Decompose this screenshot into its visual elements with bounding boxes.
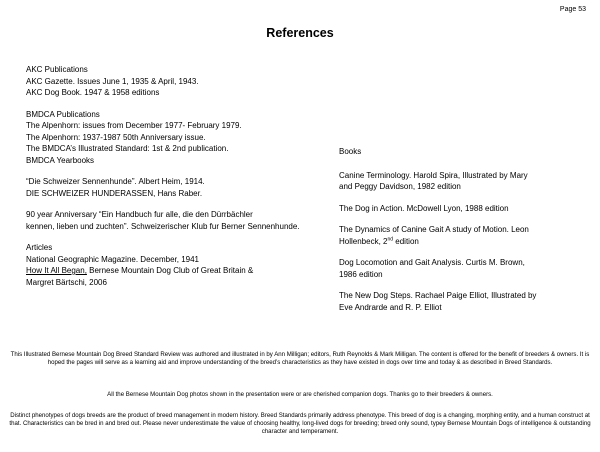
reference-line: kennen, lieben und zuchten”. Schweizerischer Klub fur Berner Sennenhunde. <box>26 221 300 231</box>
reference-line: The Alpenhorn: 1937-1987 50th Anniversary issue. <box>26 132 206 142</box>
page-number: Page 53 <box>559 6 586 13</box>
anniversary-block <box>26 209 326 232</box>
book-reference: Canine Terminology. Harold Spira, Illustrated by Mary and Peggy Davidson, 1982 edition <box>339 170 528 191</box>
reference-line: DIE SCHWEIZER HUNDERASSEN, Hans Raber. <box>26 188 203 198</box>
heim-references-block <box>26 176 326 199</box>
book-reference-text: The Dynamics of Canine Gait A study of Motion. Leon Hollenbeck, 2 <box>339 225 529 246</box>
book-reference: The Dog in Action. McDowell Lyon, 1988 edition <box>339 203 509 213</box>
article-source: Bernese Mountain Dog Club of Great Britain & <box>86 266 254 275</box>
reference-line: BMDCA Yearbooks <box>26 155 95 165</box>
reference-line: BMDCA Publications <box>26 109 100 119</box>
reference-line: National Geographic Magazine. December, 1941 <box>26 254 199 264</box>
book-reference: The New Dog Steps. Rachael Paige Elliot, Illustrated by Eve Andrarde and R. P. Elliot <box>339 291 537 312</box>
photo-credit-note: All the Bernese Mountain Dog photos shown in the presentation were or are cherished companion dogs. Thanks go to their breeders & owners. <box>107 391 493 398</box>
articles-block <box>26 242 326 288</box>
reference-line: “Die Schweizer Sennenhunde”. Albert Heim, 1914. <box>26 177 205 186</box>
reference-line: The BMDCA’s Illustrated Standard: 1st & 2nd publication. <box>26 144 229 153</box>
left-references-column <box>26 64 326 298</box>
reference-line: 90 year Anniversary “Ein Handbuch fur alle, die den Dürrbächler <box>26 210 253 219</box>
books-heading: Books <box>339 147 362 156</box>
book-reference-text: edition <box>393 236 419 246</box>
reference-line: The Alpenhorn: issues from December 1977- February 1979. <box>26 121 242 130</box>
reference-line: AKC Gazette. Issues June 1, 1935 & April, 1943. <box>26 76 199 86</box>
reference-line <box>26 265 326 277</box>
reference-line: Margret Bärtschi, 2006 <box>26 277 107 287</box>
phenotype-note: Distinct phenotypes of dogs breeds are the product of breed management in modern history. Breed Standards primarily address phenotype. This breed of dog is a changing, morphing entity, and a human construct at that. Characteristics can be bred in and bred out. Please never underestimate the value of choosing healthy, long-lived dogs for breeding; breed only sound, typey Bernese Mountain Dogs of intelligence & outstanding character and temperament. <box>9 412 591 435</box>
book-reference <box>339 224 539 247</box>
authorship-note: This Illustrated Bernese Mountain Dog Breed Standard Review was authored and illustrated in by Ann Milligan; editors, Ruth Reynolds & Mark Milligan. The content is offered for the benefit of breeders & owners. It is hoped the pages will serve as a learning aid and improve understanding of the breed’s characteristics as they have existed in dogs over time and today & as described in Breed Standards. <box>10 351 590 366</box>
reference-line: AKC Dog Book. 1947 & 1958 editions <box>26 88 160 97</box>
bmdca-publications-block <box>26 109 326 167</box>
ordinal-superscript: nd <box>387 235 394 242</box>
right-books-column <box>339 146 539 323</box>
page-title: References <box>266 26 334 40</box>
article-title-underlined: How It All Began, <box>26 266 87 275</box>
book-reference: Dog Locomotion and Gait Analysis. Curtis M. Brown, 1986 edition <box>339 258 525 279</box>
articles-heading: Articles <box>26 243 53 252</box>
reference-line: AKC Publications <box>26 65 88 74</box>
akc-publications-block <box>26 64 326 99</box>
